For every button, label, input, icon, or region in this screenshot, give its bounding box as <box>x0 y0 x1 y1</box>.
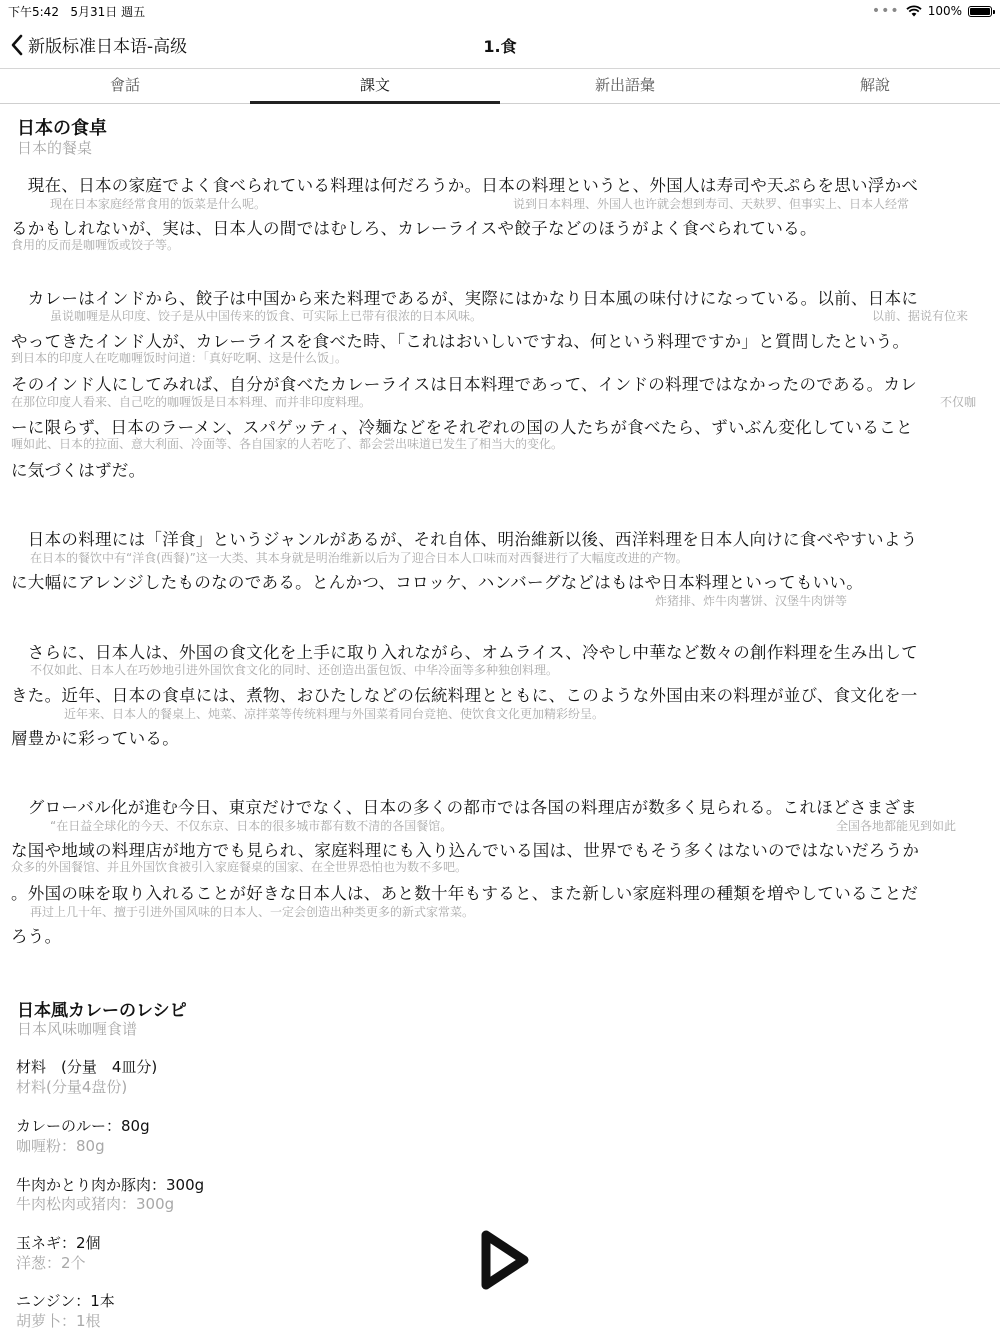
text-line: 層豊かに彩っている。 <box>11 729 179 748</box>
status-time: 下午5:42 <box>8 5 59 19</box>
text-line: な国や地域の料理店が地方でも見られ、家庭料理にも入り込んでいる国は、世界でもそう多くはないのではないだろうか <box>11 841 920 860</box>
recipe-title: 日本風カレーのレシピ <box>17 1001 187 1021</box>
page-title: 1.食 <box>483 37 517 56</box>
play-button[interactable] <box>474 1226 534 1294</box>
recipe-title-translation: 日本风味咖喱食谱 <box>17 1020 138 1038</box>
recipe-item-translation: 牛肉松肉或猪肉：300g <box>16 1195 175 1213</box>
translation-line: 众多的外国餐馆、并且外国饮食被引入家庭餐桌的国家、在全世界恐怕也为数不多吧。 <box>11 860 468 874</box>
translation-line: 再过上几十年、擅于引进外国风味的日本人、一定会创造出种类更多的新式家常菜。 <box>30 905 475 919</box>
text-line: に大幅にアレンジしたものなのである。とんかつ、コロッケ、ハンバーグなどはもはや日本料理といってもいい。 <box>11 573 864 592</box>
dots-icon: ••• <box>871 3 900 19</box>
tab-vocabulary[interactable]: 新出語彙 <box>594 76 655 94</box>
translation-line: 以前、据说有位来 <box>872 309 969 323</box>
translation-line: 近年来、日本人的餐桌上、炖菜、凉拌菜等传统料理与外国菜肴同台竞艳、使饮食文化更加精彩纷呈。 <box>64 707 605 721</box>
wifi-icon <box>906 5 922 17</box>
play-icon <box>474 1226 534 1294</box>
translation-line: 全国各地都能见到如此 <box>836 819 957 833</box>
tab-conversation[interactable]: 會話 <box>109 76 140 94</box>
translation-line: 现在日本家庭经常食用的饭菜是什么呢。 <box>50 197 267 211</box>
recipe-item: 玉ネギ：2個 <box>16 1234 101 1252</box>
recipe-item-translation: 洋葱：2个 <box>16 1254 86 1272</box>
article-title: 日本の食卓 <box>17 118 107 139</box>
text-line: に気づくはずだ。 <box>11 461 146 480</box>
text-line: るかもしれないが、実は、日本人の間ではむしろ、カレーライスや餃子などのほうがよく食べられている。 <box>11 219 817 238</box>
recipe-item-translation: 胡萝卜：1根 <box>16 1312 101 1330</box>
translation-line: 到日本的印度人在吃咖喱饭时问道：「真好吃啊、这是什么饭」。 <box>11 351 348 365</box>
text-line: カレーはインドから、餃子は中国から来た料理であるが、実際にはかなり日本風の味付けになっている。以前、日本に <box>11 289 919 308</box>
translation-line: 炸猪排、炸牛肉薯饼、汉堡牛肉饼等 <box>655 594 848 608</box>
recipe-item: 材料 (分量 4皿分) <box>16 1058 158 1076</box>
translation-line: 不仅咖 <box>940 395 977 409</box>
battery-percent: 100% <box>927 4 962 18</box>
status-bar <box>0 0 1000 22</box>
translation-line: 虽说咖喱是从印度、饺子是从中国传来的饭食、可实际上已带有很浓的日本风味。 <box>50 309 483 323</box>
navigation-bar <box>0 22 1000 68</box>
recipe-item: ニンジン：1本 <box>16 1292 115 1310</box>
status-right <box>872 3 992 19</box>
text-line: ーに限らず、日本のラーメン、スパゲッティ、冷麺などをそれぞれの国の人たちが食べたら、ずいぶん変化していること <box>11 418 913 437</box>
back-label: 新版标准日本语-高级 <box>28 37 188 57</box>
text-line: グローバル化が進む今日、東京だけでなく、日本の多くの都市では各国の料理店が数多く見られる。これほどさまざま <box>11 798 918 817</box>
translation-line: 喱如此、日本的拉面、意大利面、冷面等、各自国家的人若吃了、都会尝出味道已发生了相当大的变化。 <box>11 437 564 451</box>
status-time-date <box>8 3 145 20</box>
battery-icon <box>968 6 992 17</box>
translation-line: 说到日本料理、外国人也许就会想到寿司、天麸罗、但事实上、日本人经常 <box>513 197 910 211</box>
article-title-translation: 日本的餐桌 <box>17 139 93 157</box>
translation-line: “在日益全球化的今天、不仅东京、日本的很多城市都有数不清的各国餐馆。 <box>50 819 453 833</box>
recipe-item: 牛肉かとり肉か豚肉：300g <box>16 1176 205 1194</box>
tab-text[interactable]: 課文 <box>250 69 500 103</box>
status-date: 5月31日 週五 <box>70 5 146 19</box>
segment-tabs <box>0 68 1000 104</box>
recipe-item: カレーのルー：80g <box>16 1117 150 1135</box>
text-line: 現在、日本の家庭でよく食べられている料理は何だろうか。日本の料理というと、外国人は寿司や天ぷらを思い浮かべ <box>11 176 919 195</box>
battery-fill <box>970 8 990 15</box>
translation-line: 在日本的餐饮中有“洋食(西餐)”这一大类、其本身就是明治维新以后为了迎合日本人口味而对西餐进行了大幅度改进的产物。 <box>30 551 688 565</box>
translation-line: 食用的反而是咖喱饭或饺子等。 <box>11 238 180 252</box>
text-line: さらに、日本人は、外国の食文化を上手に取り入れながら、オムライス、冷やし中華など数々の創作料理を生み出して <box>11 643 919 662</box>
recipe-item-translation: 咖喱粉：80g <box>16 1137 105 1155</box>
recipe-item-translation: 材料(分量4盘份) <box>16 1078 128 1096</box>
text-line: きた。近年、日本の食卓には、煮物、おひたしなどの伝統料理とともに、このような外国由来の料理が並び、食文化を一 <box>11 686 918 705</box>
text-line: ろう。 <box>11 927 62 946</box>
translation-line: 在那位印度人看来、自己吃的咖喱饭是日本料理、而并非印度料理。 <box>11 395 372 409</box>
text-line: そのインド人にしてみれば、自分が食べたカレーライスは日本料理であって、インドの料理ではなかったのである。カレ <box>11 375 918 394</box>
text-line: 。外国の味を取り入れることが好きな日本人は、あと数十年もすると、また新しい家庭料理の種類を増やしていることだ <box>11 884 919 903</box>
text-line: やってきたインド人が、カレーライスを食べた時、「これはおいしいですね、何という料理ですか」と質問したという。 <box>11 332 910 351</box>
translation-line: 不仅如此、日本人在巧妙地引进外国饮食文化的同时、还创造出蛋包饭、中华冷面等多种独创料理。 <box>30 663 559 677</box>
text-line: 日本の料理には「洋食」というジャンルがあるが、それ自体、明治維新以後、西洋料理を日本人向けに食べやすいよう <box>11 530 918 549</box>
tab-explanation[interactable]: 解說 <box>859 76 890 94</box>
